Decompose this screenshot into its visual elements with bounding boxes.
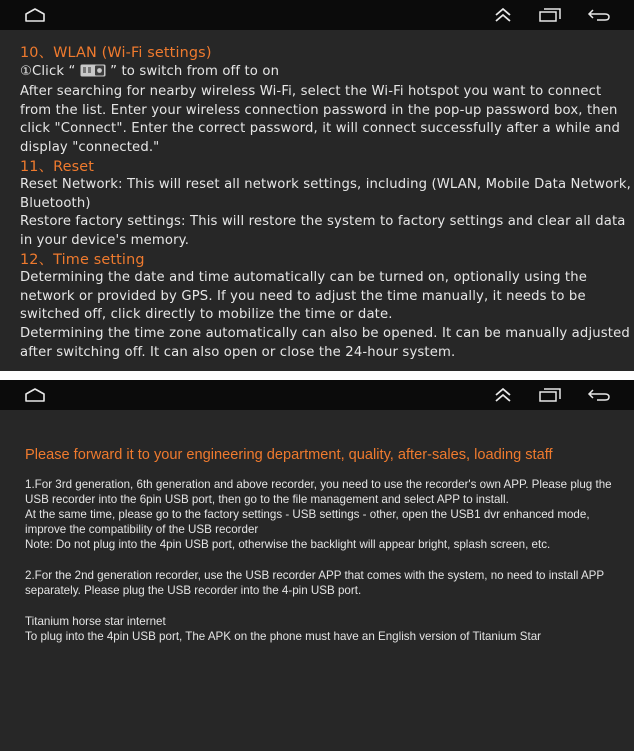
home-button[interactable] xyxy=(22,384,48,406)
navigation-bar xyxy=(0,0,634,30)
home-icon xyxy=(23,8,47,22)
double-chevron-up-icon xyxy=(494,387,512,403)
time-heading: 12、Time setting xyxy=(20,251,145,268)
titanium-text: To plug into the 4pin USB port, The APK on the phone must have an English version of Titanium Star xyxy=(25,630,542,643)
home-icon xyxy=(23,388,47,402)
back-arrow-icon xyxy=(587,8,611,22)
home-button[interactable] xyxy=(22,4,48,26)
reset-network-text: Reset Network: This will reset all network settings, including (WLAN, Mobile Data Network, Bluetooth) xyxy=(20,177,631,211)
recent-apps-button[interactable] xyxy=(537,384,563,406)
notice-text xyxy=(25,446,620,644)
recent-apps-icon xyxy=(539,8,561,22)
double-chevron-up-icon xyxy=(494,7,512,23)
reset-heading: 11、Reset xyxy=(20,158,95,175)
navigation-bar xyxy=(0,380,634,410)
time-zone-text: Determining the time zone automatically can also be opened. It can be manually adjusted after switching off. It can also open or close the 24-hour system. xyxy=(20,325,630,360)
recorder-gen3-text: 1.For 3rd generation, 6th generation and above recorder, you need to use the recorder's own APP. Please plug the USB recorder into the 6pin USB port, then go to the file management and select APP to install. xyxy=(25,478,612,506)
wlan-heading: 10、WLAN (Wi-Fi settings) xyxy=(20,45,212,61)
recorder-note-text: Note: Do not plug into the 4pin USB port, otherwise the backlight will appear bright, splash screen, etc. xyxy=(25,538,551,551)
back-button[interactable] xyxy=(586,384,612,406)
recent-apps-icon xyxy=(539,388,561,402)
spacer xyxy=(25,598,620,614)
wlan-step-suffix: ” to switch from off to on xyxy=(105,63,280,79)
back-arrow-icon xyxy=(587,388,611,402)
recorder-gen2-text: 2.For the 2nd generation recorder, use the USB recorder APP that comes with the system, no need to install APP separately. Please plug the USB recorder into the 4-pin USB port. xyxy=(25,569,604,597)
notice-heading: Please forward it to your engineering department, quality, after-sales, loading staff xyxy=(25,447,553,463)
wlan-description: After searching for nearby wireless Wi-Fi, select the Wi-Fi hotspot you want to connect from the list. Enter your wireless connection password in the pop-up password box, then click "Connect". Enter the correct password, it will connect successfully after a while and display "connected." xyxy=(20,84,621,155)
collapse-button[interactable] xyxy=(490,384,516,406)
restore-factory-text: Restore factory settings: This will restore the system to factory settings and clear all data in your device's memory. xyxy=(20,214,626,248)
manual-screen-1 xyxy=(0,0,634,371)
wlan-step-prefix: ①Click “ xyxy=(20,63,80,79)
manual-text xyxy=(20,44,632,362)
titanium-title: Titanium horse star internet xyxy=(25,615,166,628)
back-button[interactable] xyxy=(586,4,612,26)
wlan-step xyxy=(20,63,632,84)
date-time-text: Determining the date and time automatically can be turned on, optionally using the network or provided by GPS. If you need to adjust the time manually, it needs to be switched off, click directly to mobilize the time or date. xyxy=(20,270,588,323)
collapse-button[interactable] xyxy=(490,4,516,26)
wifi-toggle-icon xyxy=(80,64,106,84)
spacer xyxy=(25,552,620,568)
recent-apps-button[interactable] xyxy=(537,4,563,26)
manual-screen-2 xyxy=(0,380,634,751)
recorder-gen3-settings-text: At the same time, please go to the factory settings - USB settings - other, open the USB1 dvr enhanced mode, improve the compatibility of the USB recorder xyxy=(25,508,590,536)
